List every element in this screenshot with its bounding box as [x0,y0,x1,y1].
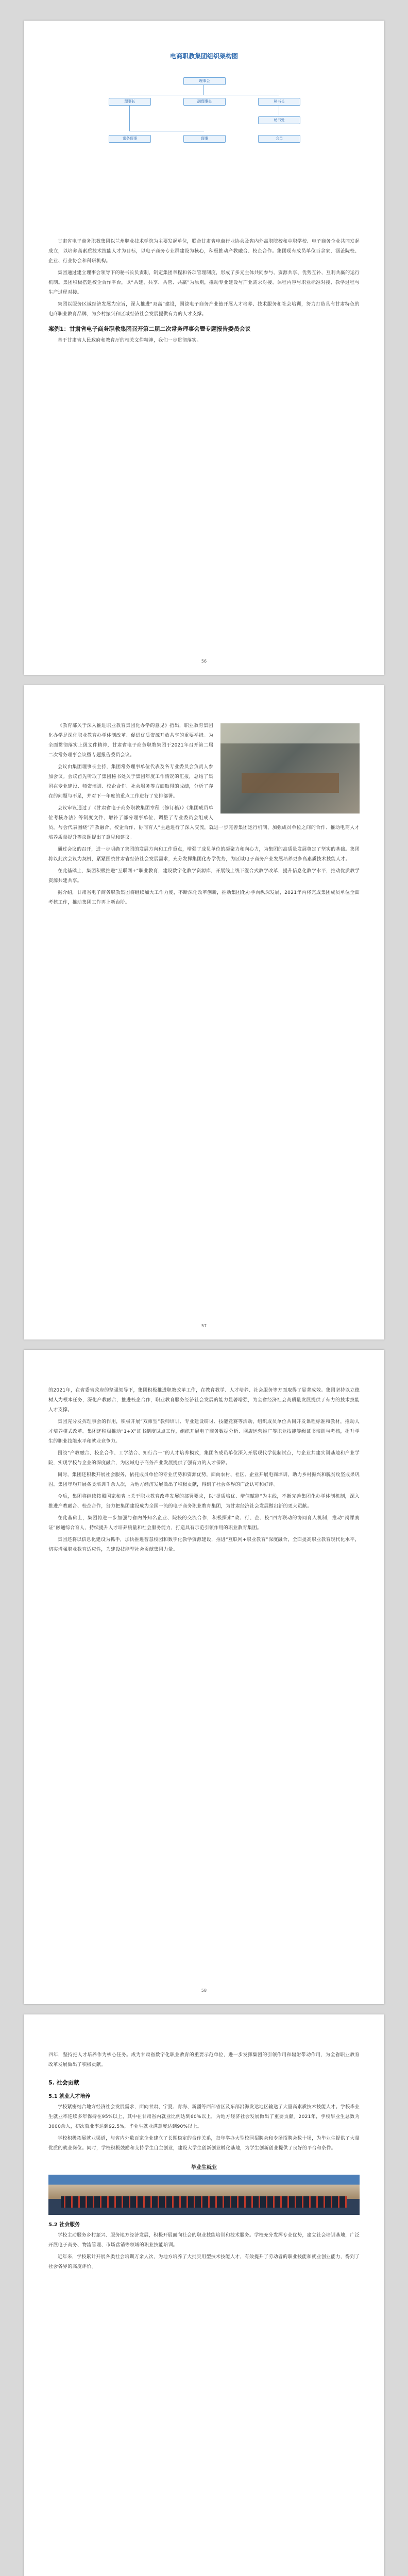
paragraph: 学校积极拓展就业渠道，与省内外数百家企业建立了长期稳定的合作关系，每年举办大型校园招聘会和专场招聘会数十场，为毕业生提供了大量优质的就业岗位。同时，学校积极鼓励和支持学生自主创业，建设大学生创新创业孵化基地，为学生创新创业提供了良好的平台和条件。 [48,2136,360,2151]
org-box-vice-chairman: 副理事长 [183,98,226,106]
subsection-heading: 5.1 就业人才培养 [48,2094,91,2099]
page-3 [24,1350,384,2004]
page-1 [24,21,384,675]
paragraph: 近年来，学校累计开展各类社会培训万余人次，为地方培养了大批实用型技术技能人才，有效提升了劳动者的职业技能和就业创业能力，得到了社会各界的高度评价。 [48,2255,360,2269]
org-box-chairman: 理事长 [109,98,151,106]
paragraph: 四年，坚持把人才培养作为核心任务。成为甘肃省数字化职业教育的重要示范单位，进一步发挥集团的引领作用和辐射带动作用，为全省职业教育改革发展做出了积极贡献。 [48,2053,360,2067]
section-heading: 5. 社会贡献 [48,2079,79,2086]
paragraph: 会议由集团理事长主持，集团常务理事单位代表及各专业委员会负责人参加会议。会议首先听取了集团秘书处关于集团年度工作情况的汇报，总结了集团在专业建设、师资培训、校企合作、社会服务等方面取得的成绩，分析了存在的问题与不足，并对下一年度的重点工作进行了安排部署。 [48,765,213,799]
org-box-secretary-general: 秘书长 [258,98,300,106]
paragraph: 今后，集团将继续按照国家和省上关于职业教育改革发展的部署要求，以“提质培优、增值赋能”为主线，不断完善集团化办学体制机制，深入推进产教融合、校企合作，努力把集团建设成为全国一流的电子商务职业教育集团，为甘肃经济社会发展做出新的更大贡献。 [48,1494,360,1509]
page-4 [24,2014,384,2576]
paragraph: 集团充分发挥理事会的作用，积极开展“双师型”教师培训、专业建设研讨、技能竞赛等活动，组织成员单位共同开发课程标准和教材，推动人才培养模式改革。集团还积极推动“1+X”证书制度试点工作，组织开展电子商务数据分析、网店运营推广等职业技能等级证书培训与考核，提升学生的职业技能水平和就业竞争力。 [48,1419,360,1444]
paragraph: 学校紧密结合地方经济社会发展需求，面向甘肃、宁夏、青海、新疆等西部省区及东部沿海发达地区输送了大量高素质技术技能人才。学校毕业生就业率连续多年保持在95%以上，其中在甘肃省内就业比例达到60%以上，为地方经济社会发展做出了重要贡献。2021年，学校毕业生总数为3000余人，初次就业率达到92.5%，毕业生就业满意度达到90%以上。 [48,2105,360,2129]
org-box-council: 理事会 [183,77,226,85]
figure-caption: 毕业生就业 [191,2165,217,2171]
org-box-member: 会员 [258,135,300,143]
org-chart [93,52,315,155]
paragraph: 在此基础上，集团积极推进“互联网+”职业教育，建设数字化教学资源库，开展线上线下混合式教学改革，提升信息化教学水平，推动优质教学资源共建共享。 [48,869,360,884]
page-number: 58 [201,1988,207,1993]
page-number: 57 [201,1324,207,1328]
page-number: 56 [201,659,207,664]
org-box-director: 理事 [183,135,226,143]
paragraph: 同时，集团还积极开展社会服务，依托成员单位的专业优势和资源优势，面向农村、社区、企业开展电商培训，助力乡村振兴和脱贫攻坚成果巩固。集团年均开展各类培训千余人次，为地方经济发展做出了积极贡献，得到了社会各界的广泛认可和好评。 [48,1472,360,1487]
paragraph: 会议审议通过了《甘肃省电子商务职教集团章程（修订稿）》《集团成员单位考核办法》等制度文件，增补了部分理事单位，调整了专业委员会组成人员。与会代表围绕“产教融合、校企合作、协同育人”主题进行了深入交流，就进一步完善集团运行机制、加强成员单位之间的合作、推动电商人才培养质量提升等议题提出了意见和建议。 [48,806,360,840]
graduates-group-photo [48,2175,360,2215]
paragraph: 集团还将以信息化建设为抓手，加快推进智慧校园和数字化教学资源建设，推进“互联网+职业教育”深度融合，全面提高职业教育现代化水平，切实增强职业教育适应性，为建设技能型社会贡献集团力量。 [48,1537,360,1552]
paragraph: 的2021年，在省委省政府的坚强领导下，集团积极推进职教改革工作，在教育教学、人才培养、社会服务等方面取得了显著成效。集团坚持以立德树人为根本任务，深化产教融合，推进校企合作，职业教育服务经济社会发展的能力显著增强，为全省经济社会高质量发展提供了有力的技术技能人才支撑。 [48,1388,360,1413]
paragraph: 《教育部关于深入推进职业教育集团化办学的意见》指出，职业教育集团化办学是深化职业教育办学体制改革、促进优质资源开放共享的重要举措。为全面贯彻落实上级文件精神，甘肃省电子商务职教集团于2021年召开第二届二次常务理事会议暨专题报告委员会议。 [48,723,213,758]
paragraph: 集团通过建立理事会领导下的秘书长负责制，制定集团章程和各项管理制度，形成了多元主体共同参与、资源共享、优势互补、互利共赢的运行机制。集团积极搭建校企合作平台，以“共建、共享、共管、共赢”为原则，推动专业建设与产业需求对接、课程内容与职业标准对接、教学过程与生产过程对接。 [48,270,360,295]
paragraph: 在此基础上，集团将进一步加强与省内外知名企业、院校的交流合作，积极探索“政、行、企、校”四方联动的协同育人机制，推动“岗课赛证”融通综合育人，持续提升人才培养质量和社会服务能力，打造具有示范引领作用的职业教育集团。 [48,1516,360,1531]
org-box-standing-director: 常务理事 [109,135,151,143]
meeting-photo [220,723,360,814]
org-box-secretariat: 秘书处 [258,116,300,124]
paragraph: 甘肃省电子商务职教集团以兰州职业技术学院为主要发起单位，联合甘肃省电商行业协会及省内外高职院校和中职学校、电子商务企业共同发起成立，以培养高素质技术技能人才为目标，以电子商务专业群建设为核心，积极推动产教融合、校企合作。集团现有成员单位百余家，涵盖院校、企业、行业协会和科研机构。 [48,239,360,264]
org-chart-title: 电商职教集团组织架构图 [169,53,238,60]
paragraph: 集团以服务区域经济发展为宗旨，深入推进“双高”建设，围绕电子商务产业链开展人才培养、技术服务和社会培训，努力打造具有甘肃特色的电商职业教育品牌，为乡村振兴和区域经济社会发展提供有力的人才支撑。 [48,302,360,317]
paragraph: 围绕“产教融合、校企合作、工学结合、知行合一”的人才培养模式，集团各成员单位深入开展现代学徒制试点，与企业共建实训基地和产业学院，实现学校与企业的深度融合，为区域电子商务产业发展提供了强有力的人才保障。 [48,1451,360,1466]
paragraph: 通过会议的召开，进一步明确了集团的发展方向和工作重点，增强了成员单位的凝聚力和向心力，为集团的高质量发展奠定了坚实的基础。集团将以此次会议为契机，紧紧围绕甘肃省经济社会发展需求，充分发挥集团化办学优势，为区域电子商务产业发展培养更多高素质技术技能人才。 [48,847,360,862]
page-2 [24,685,384,1340]
paragraph: 据介绍，甘肃省电子商务职教集团将继续加大工作力度，不断深化改革创新，推动集团化办学向纵深发展，2021年内将完成集团成员单位全面考核工作，推动集团工作再上新台阶。 [48,890,360,905]
case-title: 案例1：甘肃省电子商务职教集团召开第二届二次常务理事会暨专题报告委员会议 [48,326,251,332]
subsection-heading: 5.2 社会服务 [48,2222,80,2228]
paragraph: 基于甘肃省人民政府和教育厅的相关文件精神，我们一步贯彻落实。 [58,338,202,343]
paragraph: 学校主动服务乡村振兴、服务地方经济发展，积极开展面向社会的职业技能培训和技术服务。学校充分发挥专业优势，建立社会培训基地，广泛开展电子商务、物流管理、市场营销等领域的职业技能培训。 [48,2233,360,2248]
